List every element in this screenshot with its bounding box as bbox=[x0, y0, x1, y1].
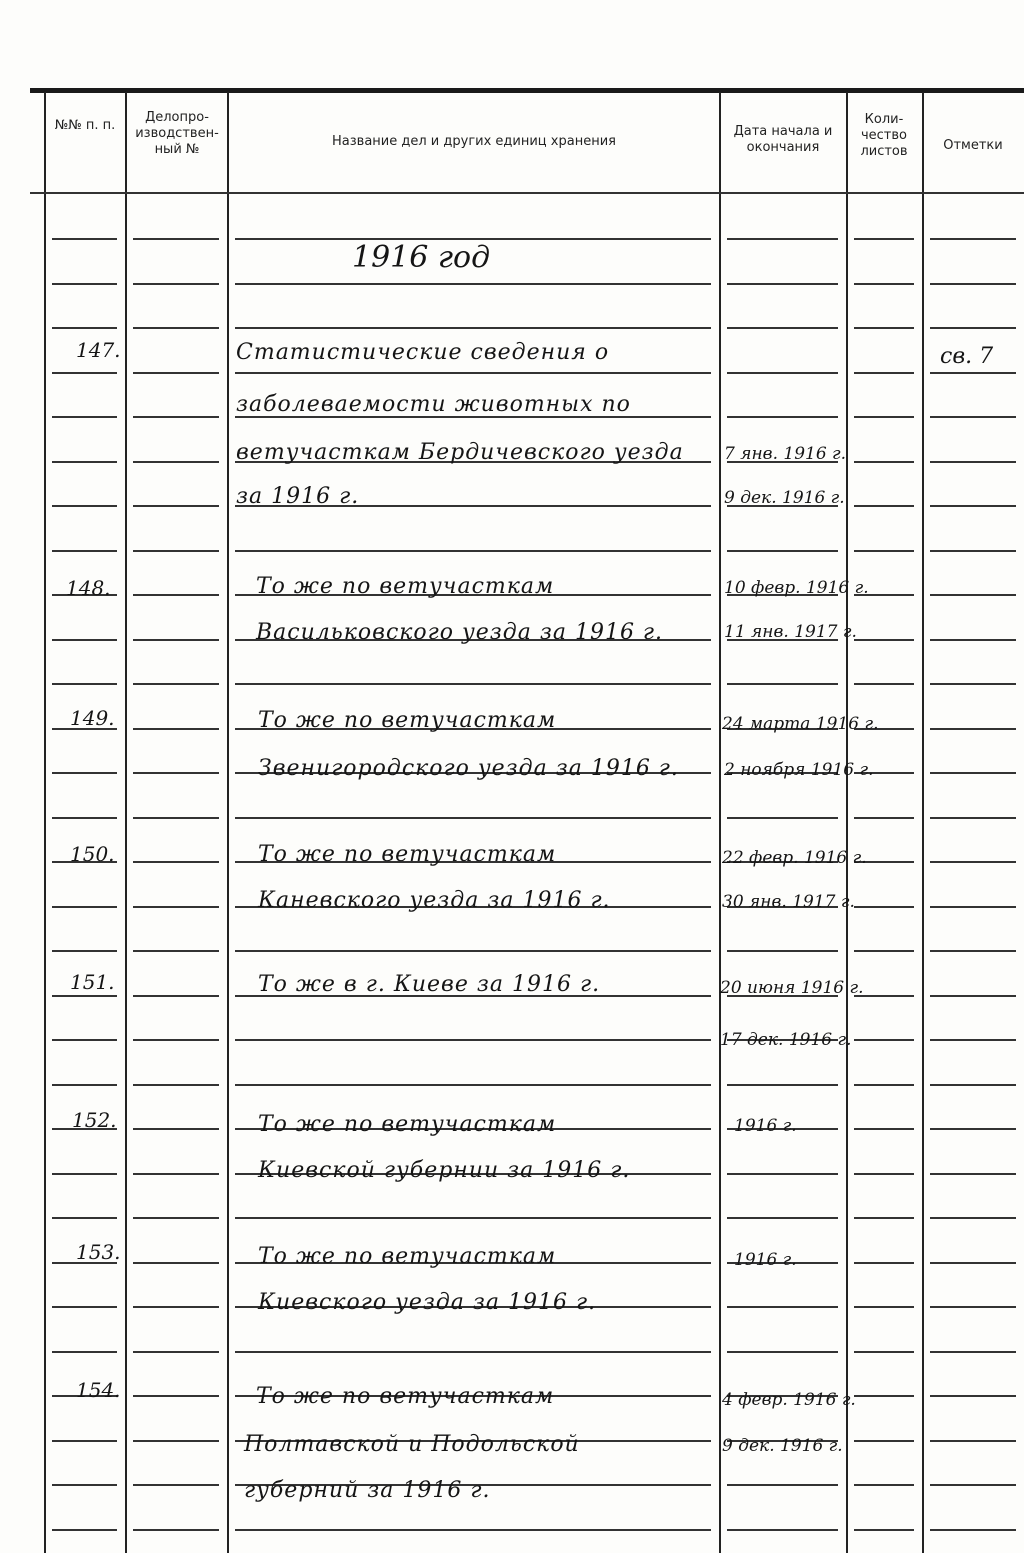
entry-date-start: 1916 г. bbox=[734, 1250, 797, 1270]
ruled-line bbox=[930, 1084, 1016, 1086]
ruled-line bbox=[854, 1395, 914, 1397]
header-title: Название дел и других единиц хранения bbox=[332, 134, 616, 149]
ruled-line bbox=[133, 772, 219, 774]
ruled-line bbox=[235, 1217, 711, 1219]
entry-date-start: 22 февр. 1916 г. bbox=[722, 848, 867, 868]
column-divider bbox=[227, 92, 229, 1553]
header-office-number: Делопро- изводствен- ный № bbox=[135, 110, 219, 157]
ruled-line bbox=[133, 861, 219, 863]
ruled-line bbox=[133, 906, 219, 908]
ruled-line bbox=[133, 950, 219, 952]
ruled-line bbox=[727, 238, 838, 240]
ruled-line bbox=[52, 817, 117, 819]
entry-date-end: 17 дек. 1916 г. bbox=[720, 1030, 852, 1050]
ruled-line bbox=[930, 1217, 1016, 1219]
header-num: №№ п. п. bbox=[54, 118, 116, 133]
ruled-line bbox=[133, 1484, 219, 1486]
ruled-line bbox=[52, 372, 117, 374]
entry-number: 154. bbox=[76, 1378, 121, 1402]
ruled-line bbox=[52, 995, 117, 997]
ruled-line bbox=[854, 1306, 914, 1308]
ruled-line bbox=[133, 1128, 219, 1130]
ruled-line bbox=[930, 1440, 1016, 1442]
ruled-line bbox=[235, 950, 711, 952]
entry-date-end: 9 дек. 1916 г. bbox=[724, 488, 845, 508]
ruled-line bbox=[854, 238, 914, 240]
ruled-line bbox=[235, 1529, 711, 1531]
ruled-line bbox=[133, 639, 219, 641]
ruled-line bbox=[930, 1128, 1016, 1130]
ruled-line bbox=[727, 1173, 838, 1175]
ruled-line bbox=[235, 1351, 711, 1353]
ruled-line bbox=[52, 1306, 117, 1308]
ruled-line bbox=[727, 817, 838, 819]
entry-number: 152. bbox=[72, 1108, 117, 1132]
ruled-line bbox=[133, 1173, 219, 1175]
ruled-line bbox=[52, 283, 117, 285]
entry-number: 148. bbox=[66, 576, 111, 600]
ruled-line bbox=[727, 683, 838, 685]
ruled-line bbox=[52, 950, 117, 952]
entry-title-line: Киевской губернии за 1916 г. bbox=[258, 1158, 631, 1183]
entry-date-start: 24 марта 1916 г. bbox=[722, 714, 879, 734]
ruled-line bbox=[930, 327, 1016, 329]
ruled-line bbox=[133, 1262, 219, 1264]
column-divider bbox=[922, 92, 924, 1553]
ruled-line bbox=[133, 1217, 219, 1219]
ruled-line bbox=[133, 550, 219, 552]
ruled-line bbox=[52, 416, 117, 418]
ruled-line bbox=[854, 550, 914, 552]
ruled-line bbox=[133, 461, 219, 463]
entry-date-start: 20 июня 1916 г. bbox=[720, 978, 864, 998]
ruled-line bbox=[133, 372, 219, 374]
ruled-line bbox=[930, 950, 1016, 952]
ruled-line bbox=[52, 1484, 117, 1486]
entry-title-line: То же по ветучасткам bbox=[258, 708, 557, 733]
ruled-line bbox=[133, 238, 219, 240]
ruled-line bbox=[854, 1262, 914, 1264]
ruled-line bbox=[930, 461, 1016, 463]
ruled-line bbox=[52, 1173, 117, 1175]
entry-number: 153. bbox=[76, 1240, 121, 1264]
ruled-line bbox=[854, 1351, 914, 1353]
ruled-line bbox=[854, 1440, 914, 1442]
ruled-line bbox=[727, 283, 838, 285]
ruled-line bbox=[52, 1084, 117, 1086]
ruled-line bbox=[727, 372, 838, 374]
entry-title-line: Васильковского уезда за 1916 г. bbox=[256, 620, 664, 645]
ruled-line bbox=[52, 639, 117, 641]
entry-number: 149. bbox=[70, 706, 115, 730]
ruled-line bbox=[854, 683, 914, 685]
ruled-line bbox=[235, 817, 711, 819]
ruled-line bbox=[930, 1395, 1016, 1397]
entry-title-line: губерний за 1916 г. bbox=[244, 1478, 491, 1503]
entry-date-start: 4 февр. 1916 г. bbox=[722, 1390, 856, 1410]
entry-title-line: Киевского уезда за 1916 г. bbox=[258, 1290, 597, 1315]
ruled-line bbox=[235, 1039, 711, 1041]
ruled-line bbox=[930, 1039, 1016, 1041]
ruled-line bbox=[52, 683, 117, 685]
entry-title-line: То же в г. Киеве за 1916 г. bbox=[258, 972, 601, 997]
ruled-line bbox=[727, 416, 838, 418]
ruled-line bbox=[727, 1306, 838, 1308]
ruled-line bbox=[930, 1484, 1016, 1486]
ruled-line bbox=[133, 683, 219, 685]
ruled-line bbox=[133, 327, 219, 329]
ruled-line bbox=[854, 639, 914, 641]
entry-number: 147. bbox=[76, 338, 121, 362]
column-divider bbox=[44, 92, 46, 1553]
ruled-line bbox=[854, 817, 914, 819]
ruled-line bbox=[727, 1084, 838, 1086]
ruled-line bbox=[133, 817, 219, 819]
ruled-line bbox=[930, 683, 1016, 685]
entry-title-line: То же по ветучасткам bbox=[258, 842, 557, 867]
ruled-line bbox=[52, 772, 117, 774]
ruled-line bbox=[235, 283, 711, 285]
ruled-line bbox=[930, 995, 1016, 997]
ruled-line bbox=[930, 817, 1016, 819]
ruled-line bbox=[727, 550, 838, 552]
ruled-line bbox=[727, 1217, 838, 1219]
ruled-line bbox=[854, 505, 914, 507]
ruled-line bbox=[930, 372, 1016, 374]
ruled-line bbox=[854, 1128, 914, 1130]
ruled-line bbox=[133, 1351, 219, 1353]
entry-date-end: 9 дек. 1916 г. bbox=[722, 1436, 843, 1456]
ruled-line bbox=[727, 1484, 838, 1486]
entry-title-line: заболеваемости животных по bbox=[236, 392, 631, 417]
ruled-line bbox=[854, 1084, 914, 1086]
ruled-line bbox=[930, 283, 1016, 285]
ruled-line bbox=[930, 550, 1016, 552]
ruled-line bbox=[854, 283, 914, 285]
ruled-line bbox=[133, 1084, 219, 1086]
ruled-line bbox=[133, 1395, 219, 1397]
top-rule bbox=[30, 88, 1024, 93]
ruled-line bbox=[930, 1173, 1016, 1175]
entry-title-line: То же по ветучасткам bbox=[258, 1112, 557, 1137]
ruled-line bbox=[930, 505, 1016, 507]
ruled-line bbox=[930, 1351, 1016, 1353]
ruled-line bbox=[727, 950, 838, 952]
ruled-line bbox=[930, 861, 1016, 863]
entry-date-end: 30 янв. 1917 г. bbox=[722, 892, 855, 912]
entry-title-line: То же по ветучасткам bbox=[258, 1244, 557, 1269]
column-divider bbox=[125, 92, 127, 1553]
ruled-line bbox=[930, 1262, 1016, 1264]
entry-date-start: 10 февр. 1916 г. bbox=[724, 578, 869, 598]
ruled-line bbox=[52, 1440, 117, 1442]
ruled-line bbox=[52, 1217, 117, 1219]
entry-date-end: 2 ноября 1916 г. bbox=[724, 760, 874, 780]
ruled-line bbox=[133, 995, 219, 997]
ruled-line bbox=[235, 550, 711, 552]
ruled-line bbox=[930, 906, 1016, 908]
ruled-line bbox=[727, 1351, 838, 1353]
ruled-line bbox=[133, 505, 219, 507]
ruled-line bbox=[930, 772, 1016, 774]
entry-title-line: То же по ветучасткам bbox=[256, 574, 555, 599]
ruled-line bbox=[133, 1306, 219, 1308]
ruled-line bbox=[235, 1084, 711, 1086]
ruled-line bbox=[52, 505, 117, 507]
ruled-line bbox=[133, 1039, 219, 1041]
ruled-line bbox=[727, 327, 838, 329]
ruled-line bbox=[930, 594, 1016, 596]
header-notes: Отметки bbox=[943, 138, 1003, 153]
ruled-line bbox=[930, 639, 1016, 641]
entry-title-line: Звенигородского уезда за 1916 г. bbox=[258, 756, 679, 781]
ruled-line bbox=[52, 906, 117, 908]
ruled-line bbox=[52, 1351, 117, 1353]
ruled-line bbox=[854, 1217, 914, 1219]
ruled-line bbox=[854, 416, 914, 418]
entry-number: 150. bbox=[70, 842, 115, 866]
entry-number: 151. bbox=[70, 970, 115, 994]
ruled-line bbox=[133, 728, 219, 730]
ruled-line bbox=[854, 1484, 914, 1486]
entry-title-line: за 1916 г. bbox=[236, 484, 360, 509]
entry-title-line: Полтавской и Подольской bbox=[244, 1432, 580, 1457]
ruled-line bbox=[854, 461, 914, 463]
ruled-line bbox=[727, 1529, 838, 1531]
ruled-line bbox=[930, 728, 1016, 730]
ruled-line bbox=[930, 1529, 1016, 1531]
column-divider bbox=[719, 92, 721, 1553]
entry-title-line: То же по ветучасткам bbox=[256, 1384, 555, 1409]
ruled-line bbox=[133, 416, 219, 418]
ruled-line bbox=[235, 327, 711, 329]
ruled-line bbox=[235, 372, 711, 374]
ruled-line bbox=[930, 238, 1016, 240]
ruled-line bbox=[52, 238, 117, 240]
entry-date-start: 1916 г. bbox=[734, 1116, 797, 1136]
entry-title-line: ветучасткам Бердичевского уезда bbox=[236, 440, 684, 465]
year-heading: 1916 год bbox=[352, 240, 491, 275]
header-rule bbox=[30, 192, 1024, 194]
header-dates: Дата начала и окончания bbox=[733, 124, 833, 155]
ruled-line bbox=[52, 461, 117, 463]
ruled-line bbox=[854, 1173, 914, 1175]
entry-title-line: Каневского уезда за 1916 г. bbox=[258, 888, 611, 913]
ruled-line bbox=[854, 950, 914, 952]
ruled-line bbox=[854, 372, 914, 374]
ruled-line bbox=[133, 283, 219, 285]
ruled-line bbox=[133, 594, 219, 596]
header-sheet-count: Коли- чество листов bbox=[860, 112, 908, 159]
ruled-line bbox=[854, 1529, 914, 1531]
ruled-line bbox=[235, 683, 711, 685]
ruled-line bbox=[854, 327, 914, 329]
entry-title-line: Статистические сведения о bbox=[236, 340, 610, 365]
ruled-line bbox=[930, 1306, 1016, 1308]
ruled-line bbox=[854, 906, 914, 908]
entry-date-start: 7 янв. 1916 г. bbox=[724, 444, 847, 464]
ruled-line bbox=[854, 1039, 914, 1041]
ruled-line bbox=[52, 1039, 117, 1041]
ruled-line bbox=[930, 416, 1016, 418]
ruled-line bbox=[52, 327, 117, 329]
ruled-line bbox=[133, 1440, 219, 1442]
entry-notes: св. 7 bbox=[940, 344, 994, 369]
ruled-line bbox=[52, 1529, 117, 1531]
ruled-line bbox=[133, 1529, 219, 1531]
entry-date-end: 11 янв. 1917 г. bbox=[724, 622, 857, 642]
column-divider bbox=[846, 92, 848, 1553]
ruled-line bbox=[52, 550, 117, 552]
